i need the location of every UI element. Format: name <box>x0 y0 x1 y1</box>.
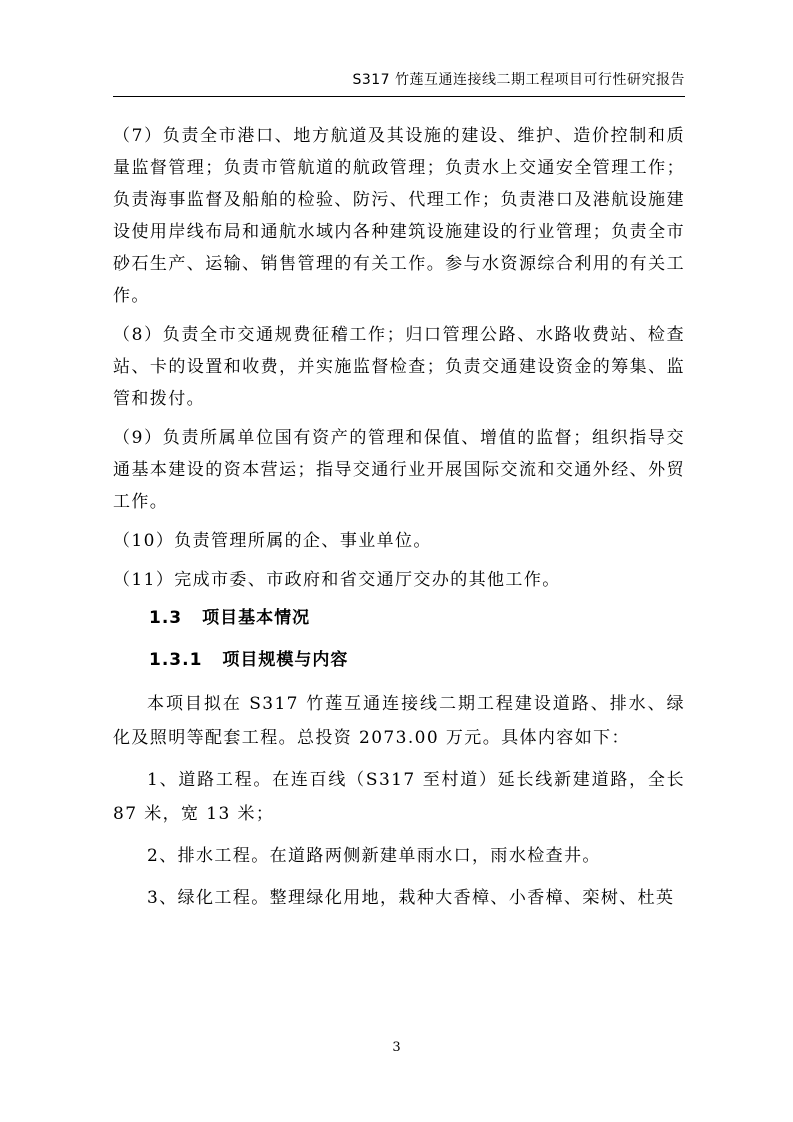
drainage-works-item: 2、排水工程。在道路两侧新建单雨水口，雨水检查井。 <box>147 846 601 866</box>
subsection-heading <box>113 645 685 675</box>
greening-works-item: 3、绿化工程。整理绿化用地，栽种大香樟、小香樟、栾树、杜英 <box>147 888 675 908</box>
subsection-title: 项目规模与内容 <box>222 650 349 670</box>
document-body <box>113 120 685 923</box>
page-header <box>113 70 685 97</box>
duty-item-10: （10）负责管理所属的企、事业单位。 <box>113 531 432 551</box>
section-heading <box>113 603 685 633</box>
duty-item-11: （11）完成市委、市政府和省交通厅交办的其他工作。 <box>113 570 561 590</box>
duty-item-8: （8）负责全市交通规费征稽工作；归口管理公路、水路收费站、检查站、卡的设置和收费，并实施监督检查；负责交通建设资金的筹集、监管和拨付。 <box>113 325 685 409</box>
section-number: 1.3 <box>149 608 183 628</box>
section-title: 项目基本情况 <box>202 608 311 628</box>
duty-item-9: （9）负责所属单位国有资产的管理和保值、增值的监督；组织指导交通基本建设的资本营运；指导交通行业开展国际交流和交通外经、外贸工作。 <box>113 428 685 512</box>
project-intro: 本项目拟在 S317 竹莲互通连接线二期工程建设道路、排水、绿化及照明等配套工程。总投资 2073.00 万元。具体内容如下： <box>113 694 685 748</box>
road-works-item: 1、道路工程。在连百线（S317 至村道）延长线新建道路，全长 87 米，宽 13 米； <box>113 770 685 824</box>
page-number: 3 <box>392 1040 401 1055</box>
duty-item-7: （7）负责全市港口、地方航道及其设施的建设、维护、造价控制和质量监督管理；负责市管航道的航政管理；负责水上交通安全管理工作；负责海事监督及船舶的检验、防污、代理工作；负责港口及港航设施建设使用岸线布局和通航水域内各种建筑设施建设的行业管理；负责全市砂石生产、运输、销售管理的有关工作。参与水资源综合利用的有关工作。 <box>113 126 685 306</box>
subsection-number: 1.3.1 <box>149 650 203 670</box>
page-footer <box>0 1040 793 1055</box>
report-title: S317 竹莲互通连接线二期工程项目可行性研究报告 <box>352 72 685 88</box>
